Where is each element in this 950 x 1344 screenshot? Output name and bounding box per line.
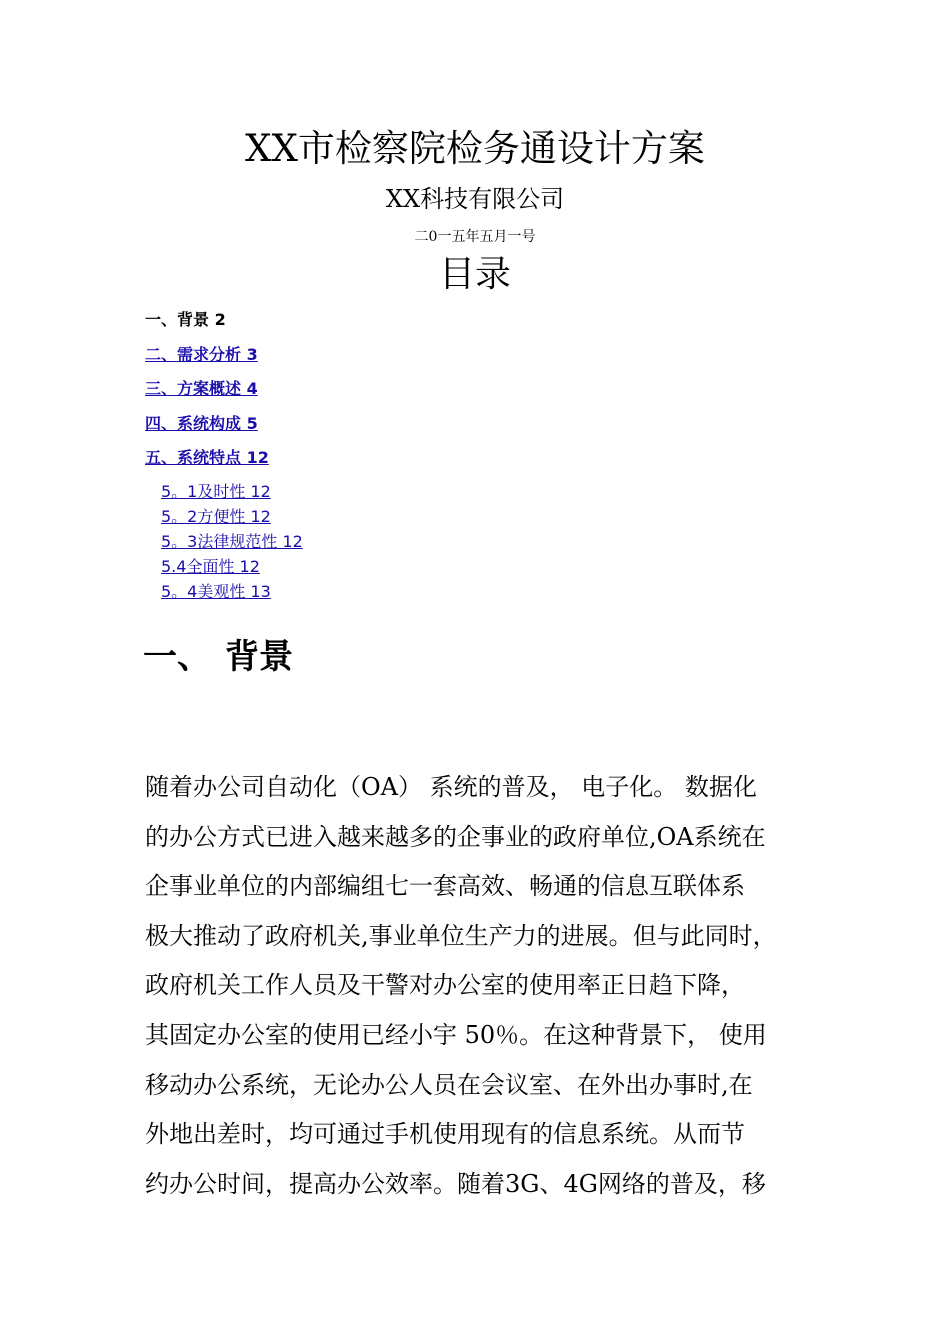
body-line: 政府机关工作人员及干警对办公室的使用率正日趋下降， [145, 971, 745, 1000]
body-line: 随着办公司自动化（OA） 系统的普及， 电子化。 数据化 [145, 773, 757, 801]
toc-item-background: 一、背景 2 [145, 310, 226, 329]
toc-item-features[interactable]: 五、系统特点 12 [145, 448, 269, 467]
body-line: 外地出差时，均可通过手机使用现有的信息系统。从而节 [145, 1120, 745, 1149]
body-line: 的办公方式已进入越来越多的企事业的政府单位,OA系统在 [145, 822, 766, 851]
document-date: 二0一五年五月一号 [414, 229, 536, 245]
toc-item-requirements[interactable]: 二、需求分析 3 [145, 344, 258, 364]
body-line: 约办公时间，提高办公效率。随着3G、4G网络的普及，移 [145, 1169, 766, 1198]
toc-subitem-legal[interactable]: 5。3法律规范性 12 [161, 531, 303, 551]
toc-subitem-convenience[interactable]: 5。2方便性 12 [161, 506, 271, 526]
body-line: 移动办公系统，无论办公人员在会议室、在外出办事时,在 [145, 1070, 753, 1099]
section-body [145, 764, 815, 1210]
section-heading [143, 633, 293, 681]
section-number: 一、 [143, 637, 211, 677]
table-of-contents [145, 307, 303, 605]
company-name: XX科技有限公司 [385, 185, 565, 213]
toc-subitem-comprehensive[interactable]: 5.4全面性 12 [161, 556, 260, 576]
toc-item-overview[interactable]: 三、方案概述 4 [145, 379, 258, 398]
toc-subitem-aesthetics[interactable]: 5。4美观性 13 [161, 581, 271, 601]
body-line: 极大推动了政府机关,事业单位生产力的进展。但与此同时， [145, 921, 777, 950]
document-title: XX市检察院检务通设计方案 [245, 127, 705, 170]
body-line: 企事业单位的内部编组七一套高效、畅通的信息互联体系 [145, 872, 745, 901]
toc-heading: 目录 [438, 254, 511, 295]
section-title: 背景 [225, 637, 293, 677]
body-line: 其固定办公室的使用已经小宇 50％。在这种背景下， 使用 [145, 1020, 767, 1049]
toc-subitems [161, 480, 303, 605]
toc-subitem-timeliness[interactable]: 5。1及时性 12 [161, 481, 271, 501]
toc-item-composition[interactable]: 四、系统构成 5 [145, 413, 258, 433]
